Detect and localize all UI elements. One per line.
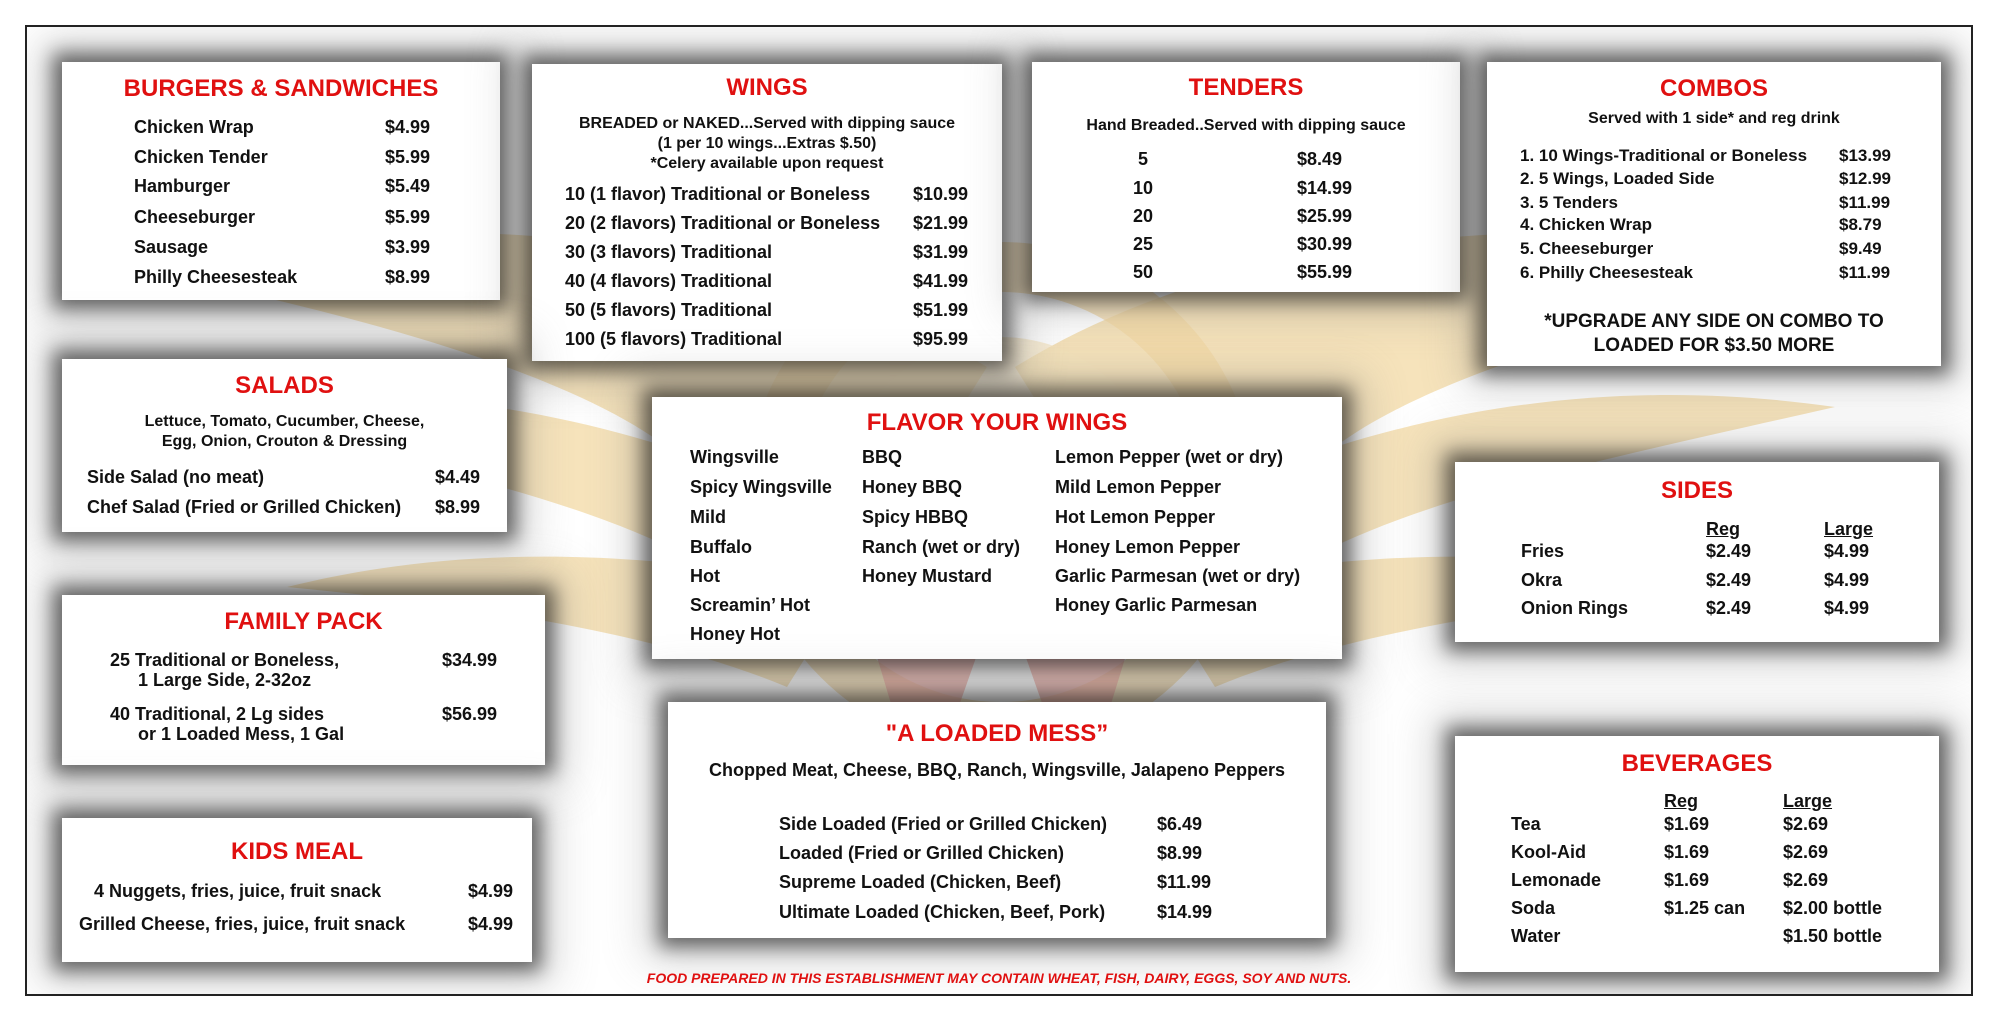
menu-item-price: $1.69 xyxy=(1664,814,1710,834)
flavor-name: Spicy Wingsville xyxy=(690,477,832,497)
kids-meal-title: KIDS MEAL xyxy=(231,838,363,865)
menu-item-name: Fries xyxy=(1521,541,1565,561)
menu-item-name: Tea xyxy=(1511,814,1541,834)
sides-title: SIDES xyxy=(1660,477,1734,504)
menu-item-name: 25 Traditional or Boneless, xyxy=(110,650,340,670)
flavor-name: Buffalo xyxy=(690,537,752,557)
menu-item-price: $9.49 xyxy=(1839,239,1882,258)
menu-item-price: $2.69 xyxy=(1783,814,1829,834)
menu-item-name: 25 xyxy=(1133,234,1154,254)
flavor-name: Lemon Pepper (wet or dry) xyxy=(1055,447,1284,467)
allergy-disclaimer: FOOD PREPARED IN THIS ESTABLISHMENT MAY CONTAIN WHEAT, FISH, DAIRY, EGGS, SOY AND NUTS. xyxy=(646,970,1352,986)
flavors-title: FLAVOR YOUR WINGS xyxy=(866,409,1128,436)
beverages-panel xyxy=(1455,736,1939,972)
menu-item-name: 10 xyxy=(1133,178,1154,198)
wings-title: WINGS xyxy=(726,74,808,101)
flavor-name: Spicy HBBQ xyxy=(862,507,969,527)
menu-item-price: $56.99 xyxy=(442,704,498,724)
menu-item-name: Okra xyxy=(1521,570,1563,590)
beverages-title: BEVERAGES xyxy=(1621,750,1773,777)
menu-item-price: $8.99 xyxy=(1157,843,1203,863)
combos-subtitle: Served with 1 side* and reg drink xyxy=(1588,110,1840,127)
flavor-name: Mild xyxy=(690,507,726,527)
menu-item-price: $10.99 xyxy=(913,184,969,204)
flavor-name: Honey BBQ xyxy=(862,477,963,497)
menu-item-price: $55.99 xyxy=(1297,262,1353,282)
menu-item-price: $8.79 xyxy=(1839,215,1882,234)
menu-item-price: $3.99 xyxy=(385,237,431,257)
menu-item-price: $4.99 xyxy=(1824,541,1870,561)
combos-title: COMBOS xyxy=(1660,75,1768,102)
loaded-mess-panel xyxy=(668,702,1326,938)
flavor-name: Honey Mustard xyxy=(862,566,993,586)
menu-item-price: $2.69 xyxy=(1783,870,1829,890)
menu-item-name: 40 Traditional, 2 Lg sides xyxy=(110,704,325,724)
menu-item-name: Water xyxy=(1511,926,1561,946)
salads-subtitle: Lettuce, Tomato, Cucumber, Cheese, xyxy=(144,413,425,430)
flavors-panel xyxy=(652,397,1342,659)
menu-item-price: $11.99 xyxy=(1157,872,1212,892)
menu-item-name: 1. 10 Wings-Traditional or Boneless xyxy=(1520,146,1808,165)
menu-item-name: 4. Chicken Wrap xyxy=(1520,215,1652,234)
reg-column-header: Reg xyxy=(1664,791,1699,811)
loaded-mess-title: "A LOADED MESS” xyxy=(885,720,1109,747)
menu-item-name: Sausage xyxy=(134,237,209,257)
flavor-name: Ranch (wet or dry) xyxy=(862,537,1021,557)
wings-subtitle: *Celery available upon request xyxy=(650,155,884,172)
salads-title: SALADS xyxy=(235,372,334,399)
flavor-name: Honey Lemon Pepper xyxy=(1055,537,1241,557)
menu-item-price: $12.99 xyxy=(1839,169,1891,188)
menu-item-price: $2.00 bottle xyxy=(1783,898,1883,918)
menu-item-name: Ultimate Loaded (Chicken, Beef, Pork) xyxy=(779,902,1106,922)
menu-item-name: Side Salad (no meat) xyxy=(87,467,265,487)
menu-item-price: $11.99 xyxy=(1839,193,1891,212)
menu-item-price: $4.99 xyxy=(385,117,431,137)
menu-item-price: $6.49 xyxy=(1157,814,1203,834)
menu-item-name: 1 Large Side, 2-32oz xyxy=(138,670,312,690)
sides-panel xyxy=(1455,462,1939,642)
flavor-name: BBQ xyxy=(862,447,902,467)
wings-subtitle: BREADED or NAKED...Served with dipping sauce xyxy=(578,115,956,132)
family-pack-panel xyxy=(62,595,545,765)
menu-item-name: Side Loaded (Fried or Grilled Chicken) xyxy=(779,814,1108,834)
menu-item-price: $8.99 xyxy=(385,267,431,287)
menu-item-price: $2.49 xyxy=(1706,541,1752,561)
reg-column-header: Reg xyxy=(1706,519,1741,539)
menu-item-name: 6. Philly Cheesesteak xyxy=(1520,263,1693,282)
menu-item-name: 50 (5 flavors) Traditional xyxy=(565,300,773,320)
menu-item-price: $21.99 xyxy=(913,213,969,233)
menu-item-price: $2.49 xyxy=(1706,570,1752,590)
flavor-name: Hot xyxy=(690,566,720,586)
menu-item-price: $34.99 xyxy=(442,650,498,670)
burgers-sandwiches-panel xyxy=(62,62,500,300)
combo-upgrade-note: *UPGRADE ANY SIDE ON COMBO TO xyxy=(1544,311,1884,332)
large-column-header: Large xyxy=(1824,519,1874,539)
menu-item-name: Lemonade xyxy=(1511,870,1602,890)
menu-item-price: $41.99 xyxy=(913,271,969,291)
salads-subtitle: Egg, Onion, Crouton & Dressing xyxy=(161,433,408,450)
menu-item-price: $4.99 xyxy=(468,914,514,934)
flavor-name: Hot Lemon Pepper xyxy=(1055,507,1216,527)
menu-board xyxy=(25,25,1973,996)
menu-item-name: 50 xyxy=(1133,262,1154,282)
flavor-name: Screamin’ Hot xyxy=(690,595,811,615)
menu-item-name: 10 (1 flavor) Traditional or Boneless xyxy=(565,184,871,204)
wings-subtitle: (1 per 10 wings...Extras $.50) xyxy=(657,135,877,152)
menu-item-name: 2. 5 Wings, Loaded Side xyxy=(1520,169,1715,188)
combo-upgrade-note: LOADED FOR $3.50 MORE xyxy=(1593,335,1835,356)
menu-item-name: 5 xyxy=(1138,149,1149,169)
menu-item-name: Grilled Cheese, fries, juice, fruit snack xyxy=(79,914,406,934)
menu-item-name: Kool-Aid xyxy=(1511,842,1586,862)
menu-item-name: Philly Cheesesteak xyxy=(134,267,298,287)
tenders-panel xyxy=(1032,62,1460,292)
menu-item-price: $1.69 xyxy=(1664,870,1710,890)
menu-item-price: $4.99 xyxy=(468,881,514,901)
menu-item-price: $5.49 xyxy=(385,176,431,196)
menu-item-price: $4.49 xyxy=(435,467,481,487)
wings-panel xyxy=(532,64,1002,361)
menu-item-price: $1.50 bottle xyxy=(1783,926,1883,946)
menu-item-name: Chef Salad (Fried or Grilled Chicken) xyxy=(87,497,402,517)
menu-item-price: $1.69 xyxy=(1664,842,1710,862)
menu-item-name: 3. 5 Tenders xyxy=(1520,193,1618,212)
menu-item-name: 100 (5 flavors) Traditional xyxy=(565,329,783,349)
menu-item-price: $8.49 xyxy=(1297,149,1343,169)
menu-item-name: 20 xyxy=(1133,206,1154,226)
menu-item-price: $1.25 can xyxy=(1664,898,1746,918)
menu-item-name: Supreme Loaded (Chicken, Beef) xyxy=(779,872,1062,892)
menu-item-name: Cheeseburger xyxy=(134,207,256,227)
menu-item-name: Chicken Wrap xyxy=(134,117,254,137)
flavor-name: Mild Lemon Pepper xyxy=(1055,477,1222,497)
tenders-subtitle: Hand Breaded..Served with dipping sauce xyxy=(1086,117,1406,134)
menu-item-price: $30.99 xyxy=(1297,234,1353,254)
tenders-title: TENDERS xyxy=(1188,74,1304,101)
menu-item-price: $51.99 xyxy=(913,300,969,320)
menu-item-price: $31.99 xyxy=(913,242,969,262)
kids-meal-panel xyxy=(62,818,532,962)
menu-item-price: $2.69 xyxy=(1783,842,1829,862)
menu-item-price: $5.99 xyxy=(385,147,431,167)
menu-item-price: $13.99 xyxy=(1839,146,1891,165)
menu-item-name: Soda xyxy=(1511,898,1556,918)
menu-item-name: or 1 Loaded Mess, 1 Gal xyxy=(138,724,345,744)
menu-item-price: $14.99 xyxy=(1157,902,1213,922)
large-column-header: Large xyxy=(1783,791,1833,811)
flavor-name: Honey Hot xyxy=(690,624,780,644)
menu-item-price: $11.99 xyxy=(1839,263,1891,282)
menu-item-price: $25.99 xyxy=(1297,206,1353,226)
menu-item-name: 4 Nuggets, fries, juice, fruit snack xyxy=(94,881,382,901)
menu-item-name: 30 (3 flavors) Traditional xyxy=(565,242,773,262)
flavor-name: Honey Garlic Parmesan xyxy=(1055,595,1258,615)
menu-item-price: $4.99 xyxy=(1824,570,1870,590)
menu-item-price: $2.49 xyxy=(1706,598,1752,618)
menu-item-name: Loaded (Fried or Grilled Chicken) xyxy=(779,843,1065,863)
menu-item-price: $5.99 xyxy=(385,207,431,227)
menu-item-price: $95.99 xyxy=(913,329,969,349)
menu-item-price: $14.99 xyxy=(1297,178,1353,198)
salads-panel xyxy=(62,359,507,532)
combos-panel xyxy=(1487,62,1941,366)
menu-item-price: $8.99 xyxy=(435,497,481,517)
menu-item-name: Chicken Tender xyxy=(134,147,268,167)
flavor-name: Garlic Parmesan (wet or dry) xyxy=(1055,566,1301,586)
menu-item-name: 5. Cheeseburger xyxy=(1520,239,1654,258)
menu-item-name: 20 (2 flavors) Traditional or Boneless xyxy=(565,213,881,233)
family-pack-title: FAMILY PACK xyxy=(224,608,383,635)
menu-item-name: 40 (4 flavors) Traditional xyxy=(565,271,773,291)
menu-item-name: Hamburger xyxy=(134,176,231,196)
menu-item-price: $4.99 xyxy=(1824,598,1870,618)
flavor-name: Wingsville xyxy=(690,447,779,467)
burgers-title: BURGERS & SANDWICHES xyxy=(123,75,439,102)
menu-item-name: Onion Rings xyxy=(1521,598,1628,618)
loaded-mess-subtitle: Chopped Meat, Cheese, BBQ, Ranch, Wingsville, Jalapeno Peppers xyxy=(709,760,1285,780)
